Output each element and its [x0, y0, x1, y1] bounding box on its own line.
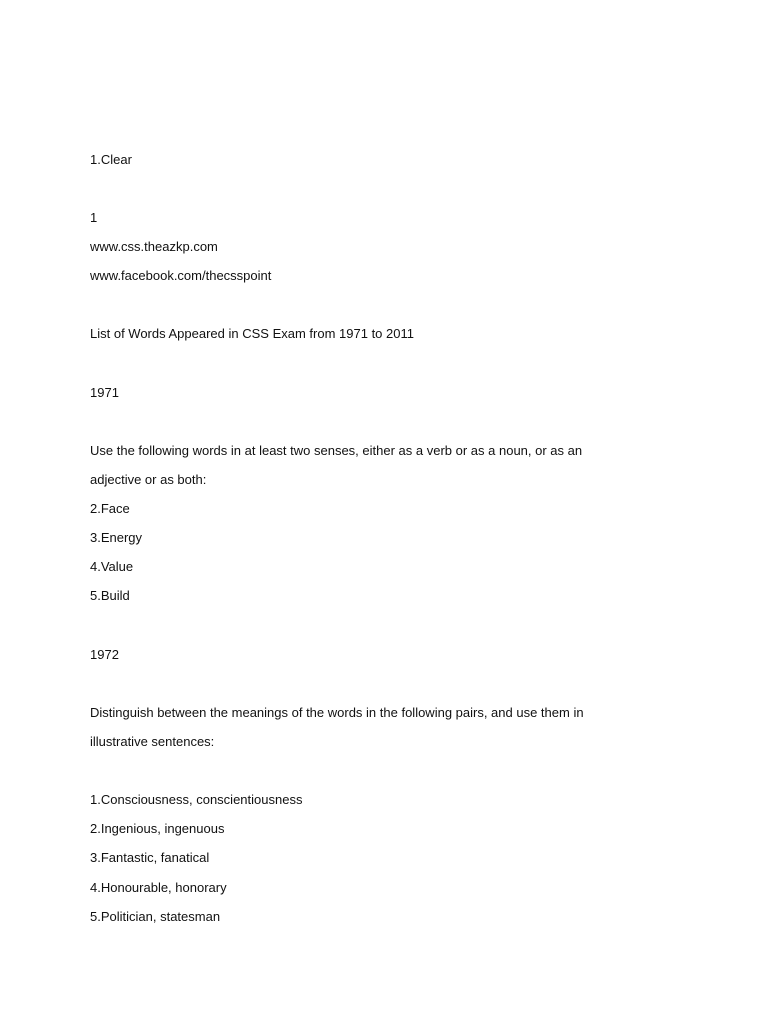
instruction-1972-line-1: Distinguish between the meanings of the words in the following pairs, and use them in — [90, 705, 584, 720]
list-item-consciousness: 1.Consciousness, conscientiousness — [90, 792, 303, 807]
page-number: 1 — [90, 210, 98, 225]
list-item-ingenious: 2.Ingenious, ingenuous — [90, 821, 225, 836]
list-item-politician: 5.Politician, statesman — [90, 909, 221, 924]
list-item-build: 5.Build — [90, 588, 130, 603]
website-link[interactable]: www.css.theazkp.com — [90, 239, 218, 254]
instruction-1971-line-1: Use the following words in at least two senses, either as a verb or as a noun, or as an — [90, 443, 583, 458]
list-item-honourable: 4.Honourable, honorary — [90, 880, 227, 895]
list-item-value: 4.Value — [90, 559, 134, 574]
instruction-1971-line-2: adjective or as both: — [90, 472, 207, 487]
list-item-energy: 3.Energy — [90, 530, 143, 545]
document-title: List of Words Appeared in CSS Exam from 1971 to 2011 — [90, 326, 414, 341]
instruction-1972-line-2: illustrative sentences: — [90, 734, 215, 749]
list-item-fantastic: 3.Fantastic, fanatical — [90, 850, 210, 865]
list-item-clear: 1.Clear — [90, 152, 132, 167]
year-heading-1971: 1971 — [90, 385, 119, 400]
list-item-face: 2.Face — [90, 501, 130, 516]
year-heading-1972: 1972 — [90, 647, 119, 662]
facebook-link[interactable]: www.facebook.com/thecsspoint — [90, 268, 272, 283]
